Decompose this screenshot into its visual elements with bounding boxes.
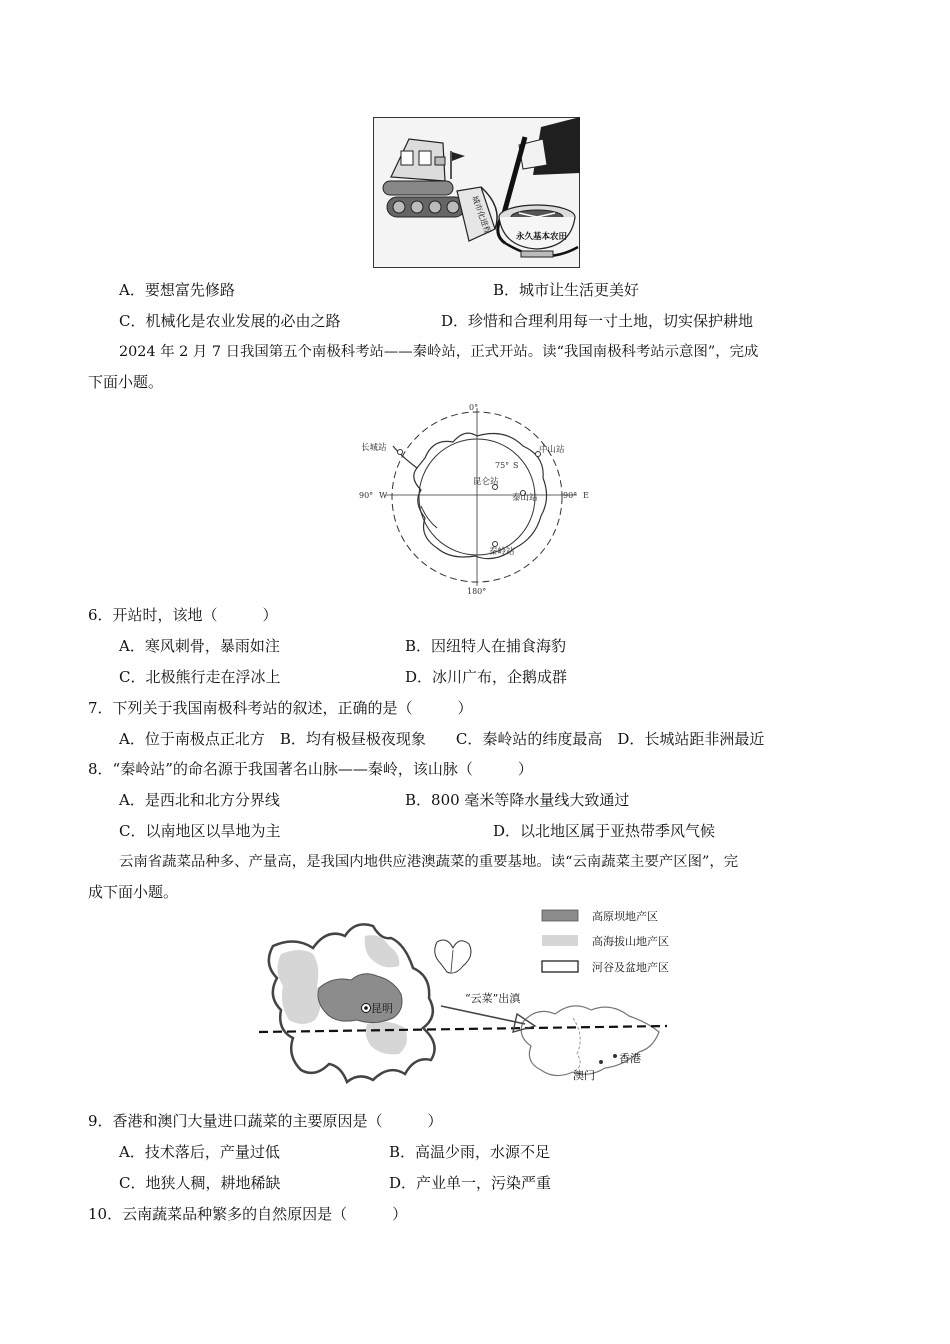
cartoon-sign-right: 永久基本农田 [516, 232, 568, 242]
dir-s-label: S [513, 461, 519, 470]
plateau-region [318, 974, 402, 1023]
lon-left-label: 90° [359, 491, 374, 500]
q7-stem: 7．下列关于我国南极科考站的叙述，正确的是（ ） [88, 699, 473, 717]
station-changcheng: 长城站 [361, 443, 387, 453]
yunnan-map-svg [255, 906, 695, 1106]
legend-swatch-valley [542, 961, 578, 972]
cartoon-figure [373, 117, 580, 268]
macau-label: 澳门 [573, 1069, 595, 1082]
q5-option-b: B．城市让生活更美好 [493, 281, 640, 299]
legend-valley: 河谷及盆地产区 [592, 961, 669, 974]
hongkong-label: 香港 [619, 1052, 641, 1065]
q5-option-c: C．机械化是农业发展的必由之路 [119, 312, 341, 330]
q6-option-c: C．北极熊行走在浮冰上 [119, 668, 281, 686]
q8-option-b: B．800 毫米等降水量线大致通过 [405, 791, 630, 809]
intro2-line2: 成下面小题。 [88, 883, 179, 901]
legend-swatch-plateau [542, 910, 578, 921]
export-arrow [441, 1006, 525, 1024]
q7-options: A．位于南极点正北方 B．均有极昼极夜现象 C．秦岭站的纬度最高 D．长城站距非洲最近 [119, 730, 765, 748]
lat-label: 75° [495, 461, 510, 470]
legend-plateau: 高原坝地产区 [592, 910, 658, 923]
yunnan-map [255, 906, 695, 1106]
guangdong-guangxi-outline [521, 1006, 659, 1076]
intro2-line1: 云南省蔬菜品种多、产量高，是我国内地供应港澳蔬菜的重要基地。读“云南蔬菜主要产区图”，完 [119, 854, 739, 870]
q6-option-a: A．寒风刺骨，暴雨如注 [119, 637, 280, 655]
dir-w-label: W [379, 491, 388, 500]
q8-option-c: C．以南地区以旱地为主 [119, 822, 281, 840]
legend-swatch-highland [542, 935, 578, 946]
lon-top-label: 0° [469, 403, 479, 412]
cartoon-sign-left: 城市化进程 [470, 194, 493, 236]
lon-bottom-label: 180° [467, 587, 487, 596]
q6-option-b: B．因纽特人在捕食海豹 [405, 637, 567, 655]
antarctic-map [355, 398, 600, 596]
q9-stem: 9．香港和澳门大量进口蔬菜的主要原因是（ ） [88, 1112, 443, 1130]
vegetable-icon [435, 940, 471, 973]
q5-option-d: D．珍惜和合理利用每一寸土地，切实保护耕地 [441, 312, 754, 330]
station-kunlun: 昆仑站 [473, 477, 499, 487]
station-taishan: 泰山站 [512, 493, 538, 503]
q6-option-d: D．冰川广布，企鹅成群 [405, 668, 568, 686]
q10-stem: 10．云南蔬菜品种繁多的自然原因是（ ） [88, 1205, 408, 1223]
q6-stem: 6．开站时，该地（ ） [88, 606, 278, 624]
intro1-line1: 2024 年 2 月 7 日我国第五个南极科考站——秦岭站，正式开站。读“我国南极科考站示意图”，完成 [119, 344, 759, 360]
q8-option-d: D．以北地区属于亚热带季风气候 [493, 822, 716, 840]
legend-highland: 高海拔山地产区 [592, 935, 669, 948]
station-qinling: 秦岭站 [489, 547, 515, 557]
q9-option-b: B．高温少雨，水源不足 [389, 1143, 551, 1161]
q8-stem: 8．“秦岭站”的命名源于我国著名山脉——秦岭，该山脉（ ） [88, 760, 533, 778]
q5-option-a: A．要想富先修路 [119, 281, 235, 299]
station-zhongshan: 中山站 [539, 445, 565, 455]
q8-option-a: A．是西北和北方分界线 [119, 791, 280, 809]
q9-option-a: A．技术落后，产量过低 [119, 1143, 280, 1161]
lon-right-label: 90° [563, 491, 578, 500]
kunming-marker [362, 1004, 371, 1013]
kunming-label: 昆明 [371, 1002, 393, 1015]
intro1-line2: 下面小题。 [88, 373, 164, 391]
arrow-label: “云菜”出滇 [465, 992, 521, 1005]
q9-option-c: C．地狭人稠，耕地稀缺 [119, 1174, 281, 1192]
antarctic-map-svg [355, 398, 600, 596]
cartoon-illustration [373, 117, 580, 268]
dir-e-label: E [583, 491, 589, 500]
q9-option-d: D．产业单一，污染严重 [389, 1174, 552, 1192]
